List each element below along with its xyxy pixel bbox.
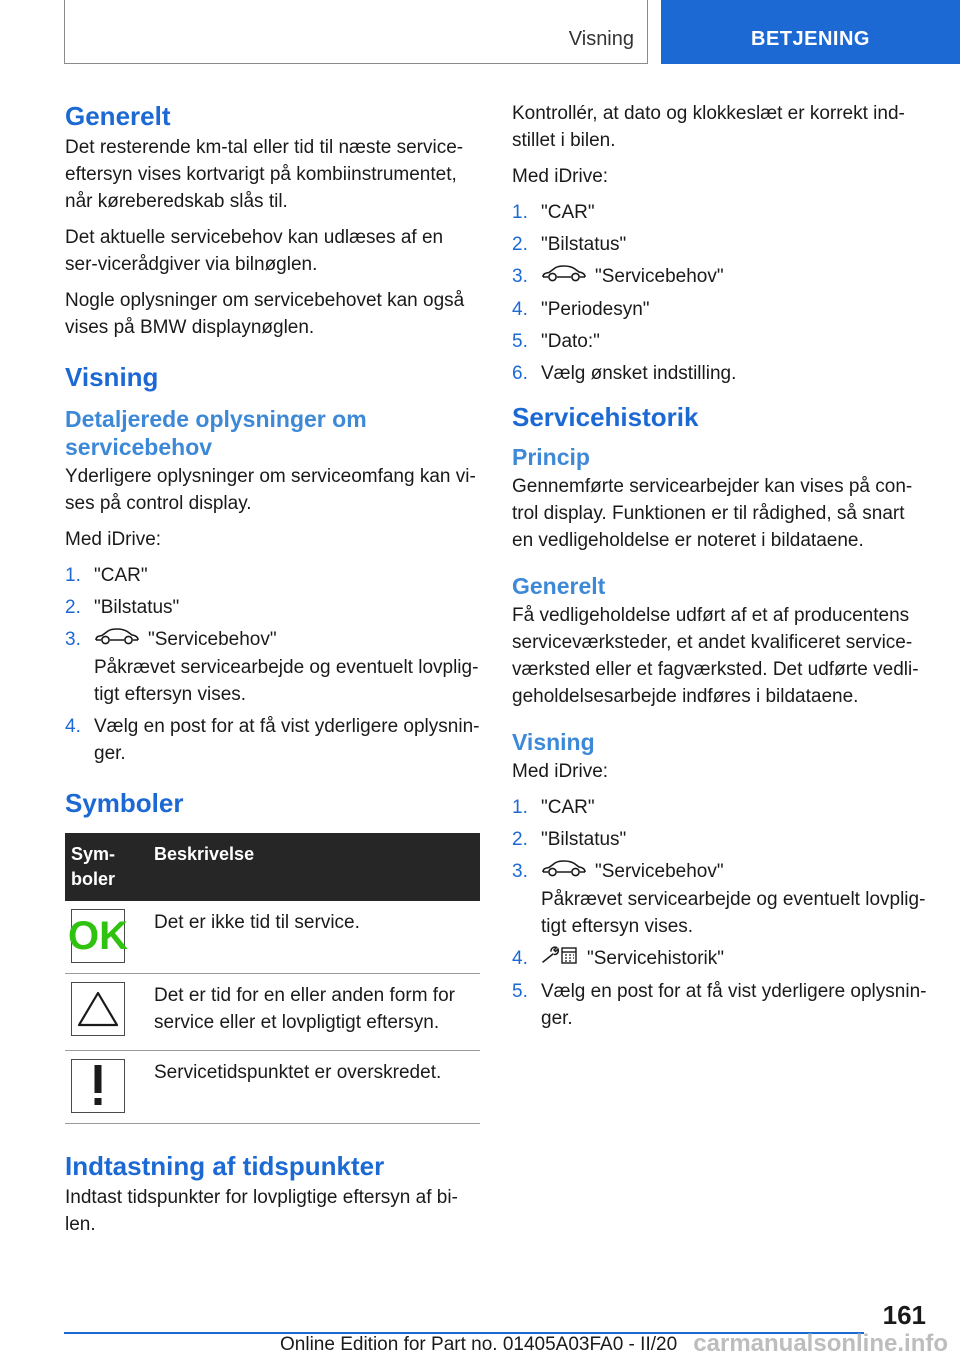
footer-watermark: carmanualsonline.info (693, 1330, 948, 1357)
step-text: Vælg en post for at få vist yderligere oplysnin-ger. (541, 981, 927, 1029)
list-item (512, 978, 927, 1032)
step-text: "Bilstatus" (94, 597, 180, 618)
row-description: Servicetidspunktet er overskredet. (148, 1051, 480, 1124)
step-text: "CAR" (541, 202, 595, 223)
step-subtext: Påkrævet servicearbejde og eventuelt lovplig-tigt eftersyn vises. (541, 889, 926, 937)
row-description: Det er tid for en eller anden form for service eller et lovpligtigt eftersyn. (148, 974, 480, 1051)
list-item (65, 594, 480, 621)
servicehistorik-heading: Servicehistorik (512, 402, 699, 432)
right-idrive-label: Med iDrive: (512, 166, 609, 187)
step-number: 1. (65, 565, 81, 586)
list-item (65, 626, 480, 708)
wrench-calendar-icon (541, 945, 579, 973)
generelt-heading: Generelt (65, 101, 171, 131)
footer-edition: Online Edition for Part no. 01405A03FA0 - II/20 (280, 1334, 678, 1355)
step-number: 5. (512, 331, 528, 352)
step-text: "Servicehistorik" (587, 948, 725, 970)
table-row (65, 974, 480, 1051)
indtastning-paragraph: Indtast tidspunkter for lovpligtige eftersyn af bi-len. (65, 1187, 458, 1235)
list-item (65, 562, 480, 589)
historik-generelt-heading: Generelt (512, 573, 606, 599)
step-number: 3. (65, 629, 81, 650)
step-text: "Servicebehov" (595, 266, 724, 288)
step-number: 4. (512, 948, 528, 969)
generelt-paragraph-3: Nogle oplysninger om servicebehovet kan også vises på BMW displaynøglen. (65, 290, 465, 338)
ok-icon (68, 909, 128, 963)
table-header-row (65, 833, 480, 901)
step-number: 1. (512, 797, 528, 818)
header-chapter-tab[interactable] (661, 0, 960, 64)
table-header-symbols: Sym-boler (65, 833, 148, 901)
step-number: 4. (65, 716, 81, 737)
step-number: 3. (512, 266, 528, 287)
step-text: "Bilstatus" (541, 234, 627, 255)
historik-generelt-paragraph: Få vedligeholdelse udført af et af producentens serviceværksteder, et andet kvalificeret service-værksted eller et fagværksted. Det udførte vedli-geholdelsesarbejde indføres i bildataene. (512, 605, 919, 707)
step-text: Vælg en post for at få vist yderligere oplysnin-ger. (94, 716, 480, 764)
step-text: "Servicebehov" (595, 861, 724, 883)
list-item (512, 296, 927, 323)
list-item (512, 199, 927, 226)
step-number: 5. (512, 981, 528, 1002)
indtastning-heading: Indtastning af tidspunkter (65, 1151, 385, 1181)
step-text: "Dato:" (541, 331, 600, 352)
visning-paragraph-1: Yderligere oplysninger om serviceomfang kan vi-ses på control display. (65, 466, 476, 514)
step-text: Vælg ønsket indstilling. (541, 363, 737, 384)
car-icon (541, 263, 587, 291)
list-item (512, 794, 927, 821)
visning-steps (65, 562, 480, 767)
list-item (512, 231, 927, 258)
date-steps (512, 199, 927, 387)
list-item (512, 826, 927, 853)
table-header-description: Beskrivelse (148, 833, 480, 901)
table-row (65, 1051, 480, 1124)
list-item (512, 945, 927, 973)
step-number: 1. (512, 202, 528, 223)
right-column (512, 100, 927, 1038)
princip-heading: Princip (512, 444, 590, 470)
historik-steps (512, 794, 927, 1032)
princip-paragraph: Gennemførte servicearbejder kan vises på con-trol display. Funktionen er til rådighed, så snart en vedligeholdelse er noteret i bildataene. (512, 476, 913, 551)
warning-triangle-icon (71, 982, 125, 1036)
list-item (512, 858, 927, 940)
left-column (65, 100, 480, 1247)
page-number: 161 (882, 1300, 926, 1330)
step-number: 2. (512, 829, 528, 850)
symbols-table (65, 833, 480, 1124)
step-subtext: Påkrævet servicearbejde og eventuelt lovplig-tigt eftersyn vises. (94, 657, 479, 705)
step-text: "Bilstatus" (541, 829, 627, 850)
historik-idrive-label: Med iDrive: (512, 761, 609, 782)
step-number: 2. (512, 234, 528, 255)
exclamation-icon (71, 1059, 125, 1113)
list-item (512, 263, 927, 291)
header-chapter-label: BETJENING (751, 28, 870, 50)
visning-heading: Visning (65, 362, 159, 392)
symboler-heading: Symboler (65, 788, 184, 818)
car-icon (94, 626, 140, 654)
generelt-paragraph-1: Det resterende km-tal eller tid til næste service-eftersyn vises kortvarigt på kombiinstrumentet, når køreberedskab slås til. (65, 137, 464, 212)
step-text: "CAR" (541, 797, 595, 818)
step-number: 2. (65, 597, 81, 618)
step-number: 3. (512, 861, 528, 882)
visning-idrive-label: Med iDrive: (65, 529, 162, 550)
generelt-paragraph-2: Det aktuelle servicebehov kan udlæses af en ser-vicerådgiver via bilnøglen. (65, 227, 444, 275)
step-text: "Periodesyn" (541, 299, 650, 320)
step-number: 4. (512, 299, 528, 320)
step-text: "Servicebehov" (148, 629, 277, 651)
table-row (65, 901, 480, 974)
date-check-paragraph: Kontrollér, at dato og klokkeslæt er korrekt ind-stillet i bilen. (512, 103, 905, 151)
detail-subheading: Detaljerede oplysninger om servicebehov (65, 406, 367, 460)
ok-icon-label: OK (68, 914, 128, 958)
historik-visning-heading: Visning (512, 729, 595, 755)
header-frame (64, 0, 648, 64)
row-description: Det er ikke tid til service. (148, 901, 480, 974)
list-item (512, 328, 927, 355)
step-number: 6. (512, 363, 528, 384)
header-section-title: Visning (568, 28, 634, 50)
list-item (512, 360, 927, 387)
list-item (65, 713, 480, 767)
step-text: "CAR" (94, 565, 148, 586)
car-icon (541, 858, 587, 886)
